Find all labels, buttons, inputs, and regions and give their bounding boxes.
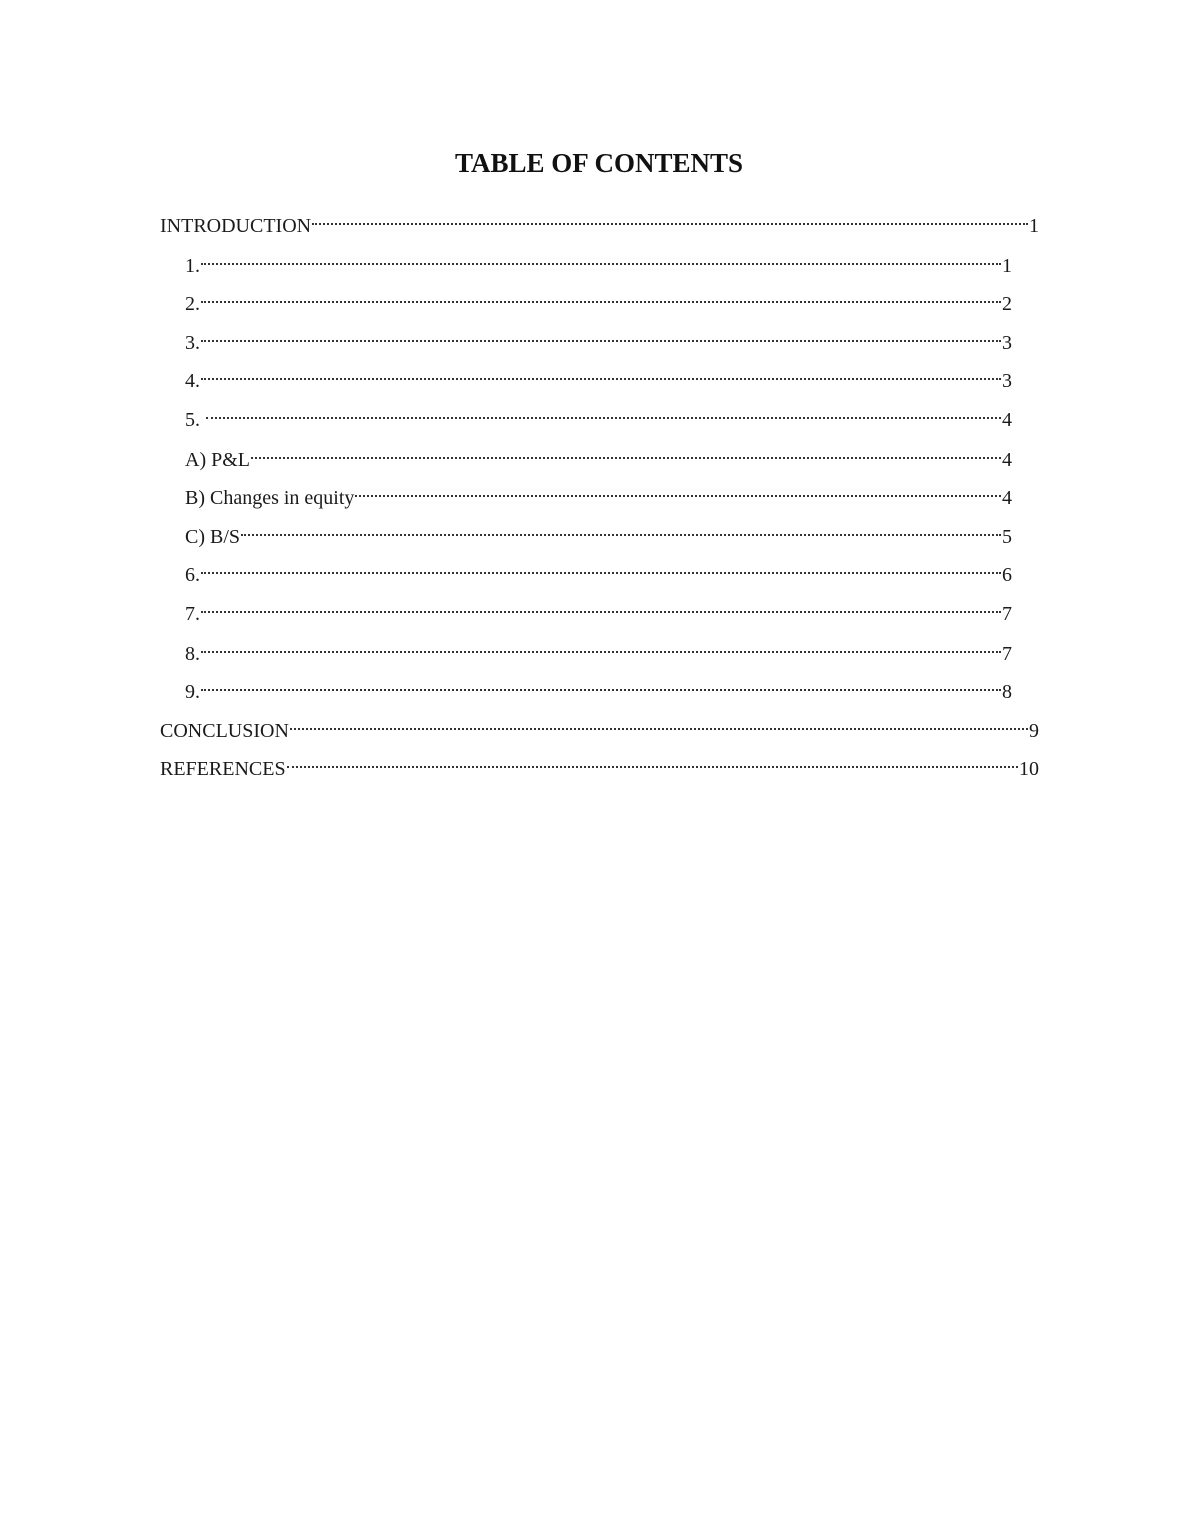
toc-dot-leader <box>201 553 1001 581</box>
toc-entry-label: C) B/S <box>185 526 241 548</box>
toc-entry-label: 1. <box>185 255 200 277</box>
toc-entry-page-number: 7 <box>1002 643 1012 665</box>
toc-entry-label: 4. <box>185 370 200 392</box>
toc-entry-label: 5. <box>185 409 205 431</box>
toc-entry-references[interactable] <box>160 747 1039 780</box>
toc-dot-leader <box>355 476 1001 504</box>
toc-entry-pl[interactable] <box>185 438 1012 471</box>
toc-entry-section-5[interactable] <box>185 398 1012 431</box>
toc-entry-page-number: 6 <box>1002 564 1012 586</box>
toc-dot-leader <box>290 709 1028 737</box>
toc-entry-page-number: 8 <box>1002 681 1012 703</box>
toc-entry-section-6[interactable] <box>185 553 1012 586</box>
toc-entry-page-number: 4 <box>1002 409 1012 431</box>
toc-title: TABLE OF CONTENTS <box>454 148 744 178</box>
toc-entry-page-number: 4 <box>1002 487 1012 509</box>
toc-entry-label: 9. <box>185 681 200 703</box>
toc-dot-leader <box>312 204 1028 232</box>
toc-dot-leader <box>201 321 1001 349</box>
toc-dot-leader <box>201 244 1001 272</box>
toc-entry-label: 7. <box>185 603 200 625</box>
toc-entry-section-3[interactable] <box>185 321 1012 354</box>
toc-entry-label: A) P&L <box>185 449 250 471</box>
toc-entry-label: B) Changes in equity <box>185 487 355 509</box>
toc-entry-section-9[interactable] <box>185 670 1012 703</box>
toc-entry-page-number: 1 <box>1002 255 1012 277</box>
toc-entry-changes-in-equity[interactable] <box>185 476 1012 509</box>
toc-entry-page-number: 10 <box>1019 758 1039 780</box>
toc-entry-introduction[interactable] <box>160 204 1039 237</box>
toc-dot-leader <box>201 592 1001 620</box>
toc-entry-label: 3. <box>185 332 200 354</box>
toc-entry-section-4[interactable] <box>185 359 1012 392</box>
toc-dot-leader <box>201 632 1001 660</box>
toc-entry-label: REFERENCES <box>160 758 286 780</box>
toc-entry-page-number: 4 <box>1002 449 1012 471</box>
toc-dot-leader <box>251 438 1001 466</box>
toc-entry-page-number: 2 <box>1002 293 1012 315</box>
toc-dot-leader <box>201 359 1001 387</box>
toc-dot-leader <box>201 282 1001 310</box>
toc-entry-section-1[interactable] <box>185 244 1012 277</box>
toc-dot-leader <box>206 398 1001 426</box>
toc-entry-page-number: 9 <box>1029 720 1039 742</box>
toc-entry-label: 2. <box>185 293 200 315</box>
toc-entry-page-number: 5 <box>1002 526 1012 548</box>
toc-dot-leader <box>201 670 1001 698</box>
toc-entry-bs[interactable] <box>185 515 1012 548</box>
toc-entry-label: CONCLUSION <box>160 720 289 742</box>
toc-entry-page-number: 7 <box>1002 603 1012 625</box>
toc-entry-label: 8. <box>185 643 200 665</box>
toc-entry-section-7[interactable] <box>185 592 1012 625</box>
toc-entry-section-8[interactable] <box>185 632 1012 665</box>
toc-entry-page-number: 3 <box>1002 332 1012 354</box>
toc-entry-conclusion[interactable] <box>160 709 1039 742</box>
toc-dot-leader <box>287 747 1018 775</box>
toc-entry-section-2[interactable] <box>185 282 1012 315</box>
toc-entry-page-number: 3 <box>1002 370 1012 392</box>
toc-entry-label: INTRODUCTION <box>160 215 312 237</box>
toc-entry-label: 6. <box>185 564 200 586</box>
toc-entry-page-number: 1 <box>1029 215 1039 237</box>
toc-dot-leader <box>241 515 1001 543</box>
